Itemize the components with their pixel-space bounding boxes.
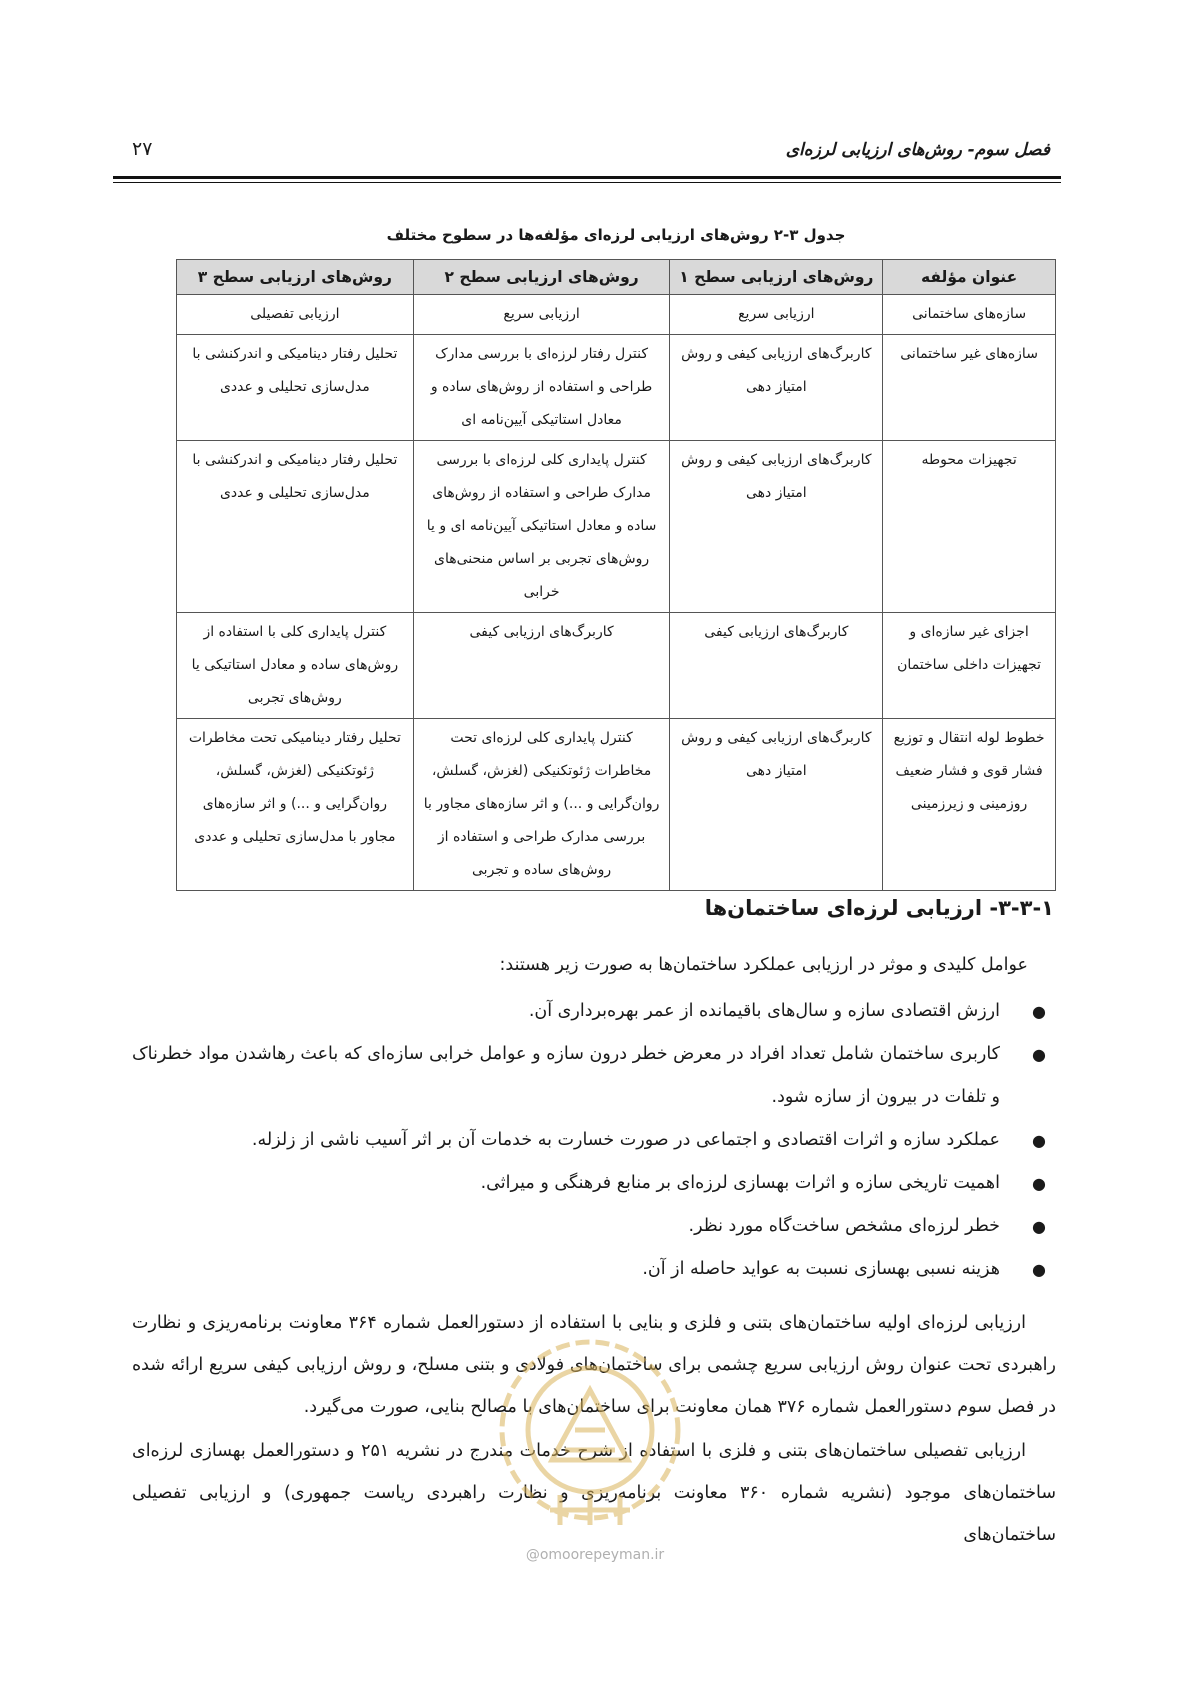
bullet-icon: ●	[1032, 1131, 1046, 1150]
table-cell: تجهیزات محوطه	[883, 441, 1056, 613]
header-level-2: روش‌های ارزیابی سطح ۲	[413, 260, 670, 295]
table-header-row	[177, 260, 1056, 295]
table-cell: تحلیل رفتار دینامیکی و اندرکنشی با مدل‌سازی تحلیلی و عددی	[177, 441, 414, 613]
table-cell: کنترل رفتار لرزه‌ای با بررسی مدارک طراحی و استفاده از روش‌های ساده و معادل استاتیکی آیین‌نامه ای	[413, 335, 670, 441]
page-number: ۲۷	[132, 138, 153, 160]
body-paragraph-2: ارزیابی تفصیلی ساختمان‌های بتنی و فلزی با استفاده از شرح خدمات مندرج در نشریه ۲۵۱ و دستورالعمل بهسازی لرزه‌ای ساختمان‌های موجود (نشریه شماره ۳۶۰ معاونت برنامه‌ریزی و نظارت راهبردی ریاست جمهوری) و ارزیابی تفصیلی ساختمان‌های	[132, 1441, 1057, 1545]
table-cell: کنترل پایداری کلی با استفاده از روش‌های ساده و معادل استاتیکی یا روش‌های تجربی	[177, 613, 414, 719]
table-cell: ارزیابی سریع	[413, 295, 670, 335]
list-item: ● خطر لرزه‌ای مشخص ساخت‌گاه مورد نظر.	[132, 1205, 1062, 1248]
running-title: فصل سوم- روش‌های ارزیابی لرزه‌ای	[785, 140, 1050, 160]
table-row	[177, 295, 1056, 335]
table-row	[177, 613, 1056, 719]
list-item: ● عملکرد سازه و اثرات اقتصادی و اجتماعی در صورت خسارت به خدمات آن بر اثر آسیب ناشی از زلزله.	[132, 1119, 1062, 1162]
list-item: ● هزینه نسبی بهسازی نسبت به عواید حاصله از آن.	[132, 1248, 1062, 1291]
factor-list	[132, 990, 1062, 1291]
table-cell: کاربرگ‌های ارزیابی کیفی و روش امتیاز دهی	[670, 335, 883, 441]
table-row	[177, 441, 1056, 613]
header-component: عنوان مؤلفه	[883, 260, 1056, 295]
header-rule-thin	[113, 182, 1061, 183]
bullet-icon: ●	[1032, 1002, 1046, 1021]
body-paragraph-1: ارزیابی لرزه‌ای اولیه ساختمان‌های بتنی و فلزی و بنایی با استفاده از دستورالعمل شماره ۳۶۴ معاونت برنامه‌ریزی و نظارت راهبردی تحت عنوان روش ارزیابی سریع چشمی برای ساختمان‌های فولادی و بتنی مسلح، و روش ارزیابی کیفی سریع ارائه شده در فصل سوم دستورالعمل شماره ۳۷۶ همان معاونت برای ساختمان‌های با مصالح بنایی، صورت می‌گیرد.	[132, 1313, 1056, 1417]
header-rule-thick	[113, 176, 1061, 179]
header-level-3: روش‌های ارزیابی سطح ۳	[177, 260, 414, 295]
header-level-1: روش‌های ارزیابی سطح ۱	[670, 260, 883, 295]
bullet-icon: ●	[1032, 1174, 1046, 1193]
table-cell: سازه‌های ساختمانی	[883, 295, 1056, 335]
table-cell: کنترل پایداری کلی لرزه‌ای با بررسی مدارک طراحی و استفاده از روش‌های ساده و معادل استاتیکی آیین‌نامه ای و یا روش‌های تجربی بر اساس منحنی‌های خرابی	[413, 441, 670, 613]
bullet-icon: ●	[1032, 1045, 1046, 1064]
table-cell: کنترل پایداری کلی لرزه‌ای تحت مخاطرات ژئوتکنیکی (لغزش، گسلش، روان‌گرایی و ...) و اثر سازه‌های مجاور با بررسی مدارک طراحی و استفاده از روش‌های ساده و تجربی	[413, 719, 670, 891]
table-cell: ارزیابی تفصیلی	[177, 295, 414, 335]
watermark-logo-icon	[490, 1310, 690, 1540]
list-item: ● ارزش اقتصادی سازه و سال‌های باقیمانده از عمر بهره‌برداری آن.	[132, 990, 1062, 1033]
section-intro: عوامل کلیدی و موثر در ارزیابی عملکرد ساختمان‌ها به صورت زیر هستند:	[499, 955, 1028, 975]
table-cell: سازه‌های غیر ساختمانی	[883, 335, 1056, 441]
table-cell: کاربرگ‌های ارزیابی کیفی و روش امتیاز دهی	[670, 719, 883, 891]
table-row	[177, 719, 1056, 891]
section-heading: ۳-۳-۱- ارزیابی لرزه‌ای ساختمان‌ها	[704, 896, 1054, 920]
table-cell: اجزای غیر سازه‌ای و تجهیزات داخلی ساختمان	[883, 613, 1056, 719]
table-cell: خطوط لوله انتقال و توزیع فشار قوی و فشار ضعیف روزمینی و زیرزمینی	[883, 719, 1056, 891]
table-caption: جدول ۳-۲ روش‌های ارزیابی لرزه‌ای مؤلفه‌ها در سطوح مختلف	[386, 226, 846, 244]
bullet-icon: ●	[1032, 1217, 1046, 1236]
table-cell: ارزیابی سریع	[670, 295, 883, 335]
table-cell: کاربرگ‌های ارزیابی کیفی	[670, 613, 883, 719]
table-cell: کاربرگ‌های ارزیابی کیفی	[413, 613, 670, 719]
list-item: ● کاربری ساختمان شامل تعداد افراد در معرض خطر درون سازه و عوامل خرابی سازه‌ای که باعث رهاشدن مواد خطرناک و تلفات در بیرون از سازه شود.	[132, 1033, 1062, 1119]
table-row	[177, 335, 1056, 441]
table-cell: تحلیل رفتار دینامیکی و اندرکنشی با مدل‌سازی تحلیلی و عددی	[177, 335, 414, 441]
methods-table	[176, 259, 1056, 891]
table-cell: کاربرگ‌های ارزیابی کیفی و روش امتیاز دهی	[670, 441, 883, 613]
list-item: ● اهمیت تاریخی سازه و اثرات بهسازی لرزه‌ای بر منابع فرهنگی و میراثی.	[132, 1162, 1062, 1205]
bullet-icon: ●	[1032, 1260, 1046, 1279]
table-cell: تحلیل رفتار دینامیکی تحت مخاطرات ژئوتکنیکی (لغزش، گسلش، روان‌گرایی و ...) و اثر سازه‌های مجاور با مدل‌سازی تحلیلی و عددی	[177, 719, 414, 891]
watermark-site: @omoorepeyman.ir	[525, 1547, 665, 1563]
